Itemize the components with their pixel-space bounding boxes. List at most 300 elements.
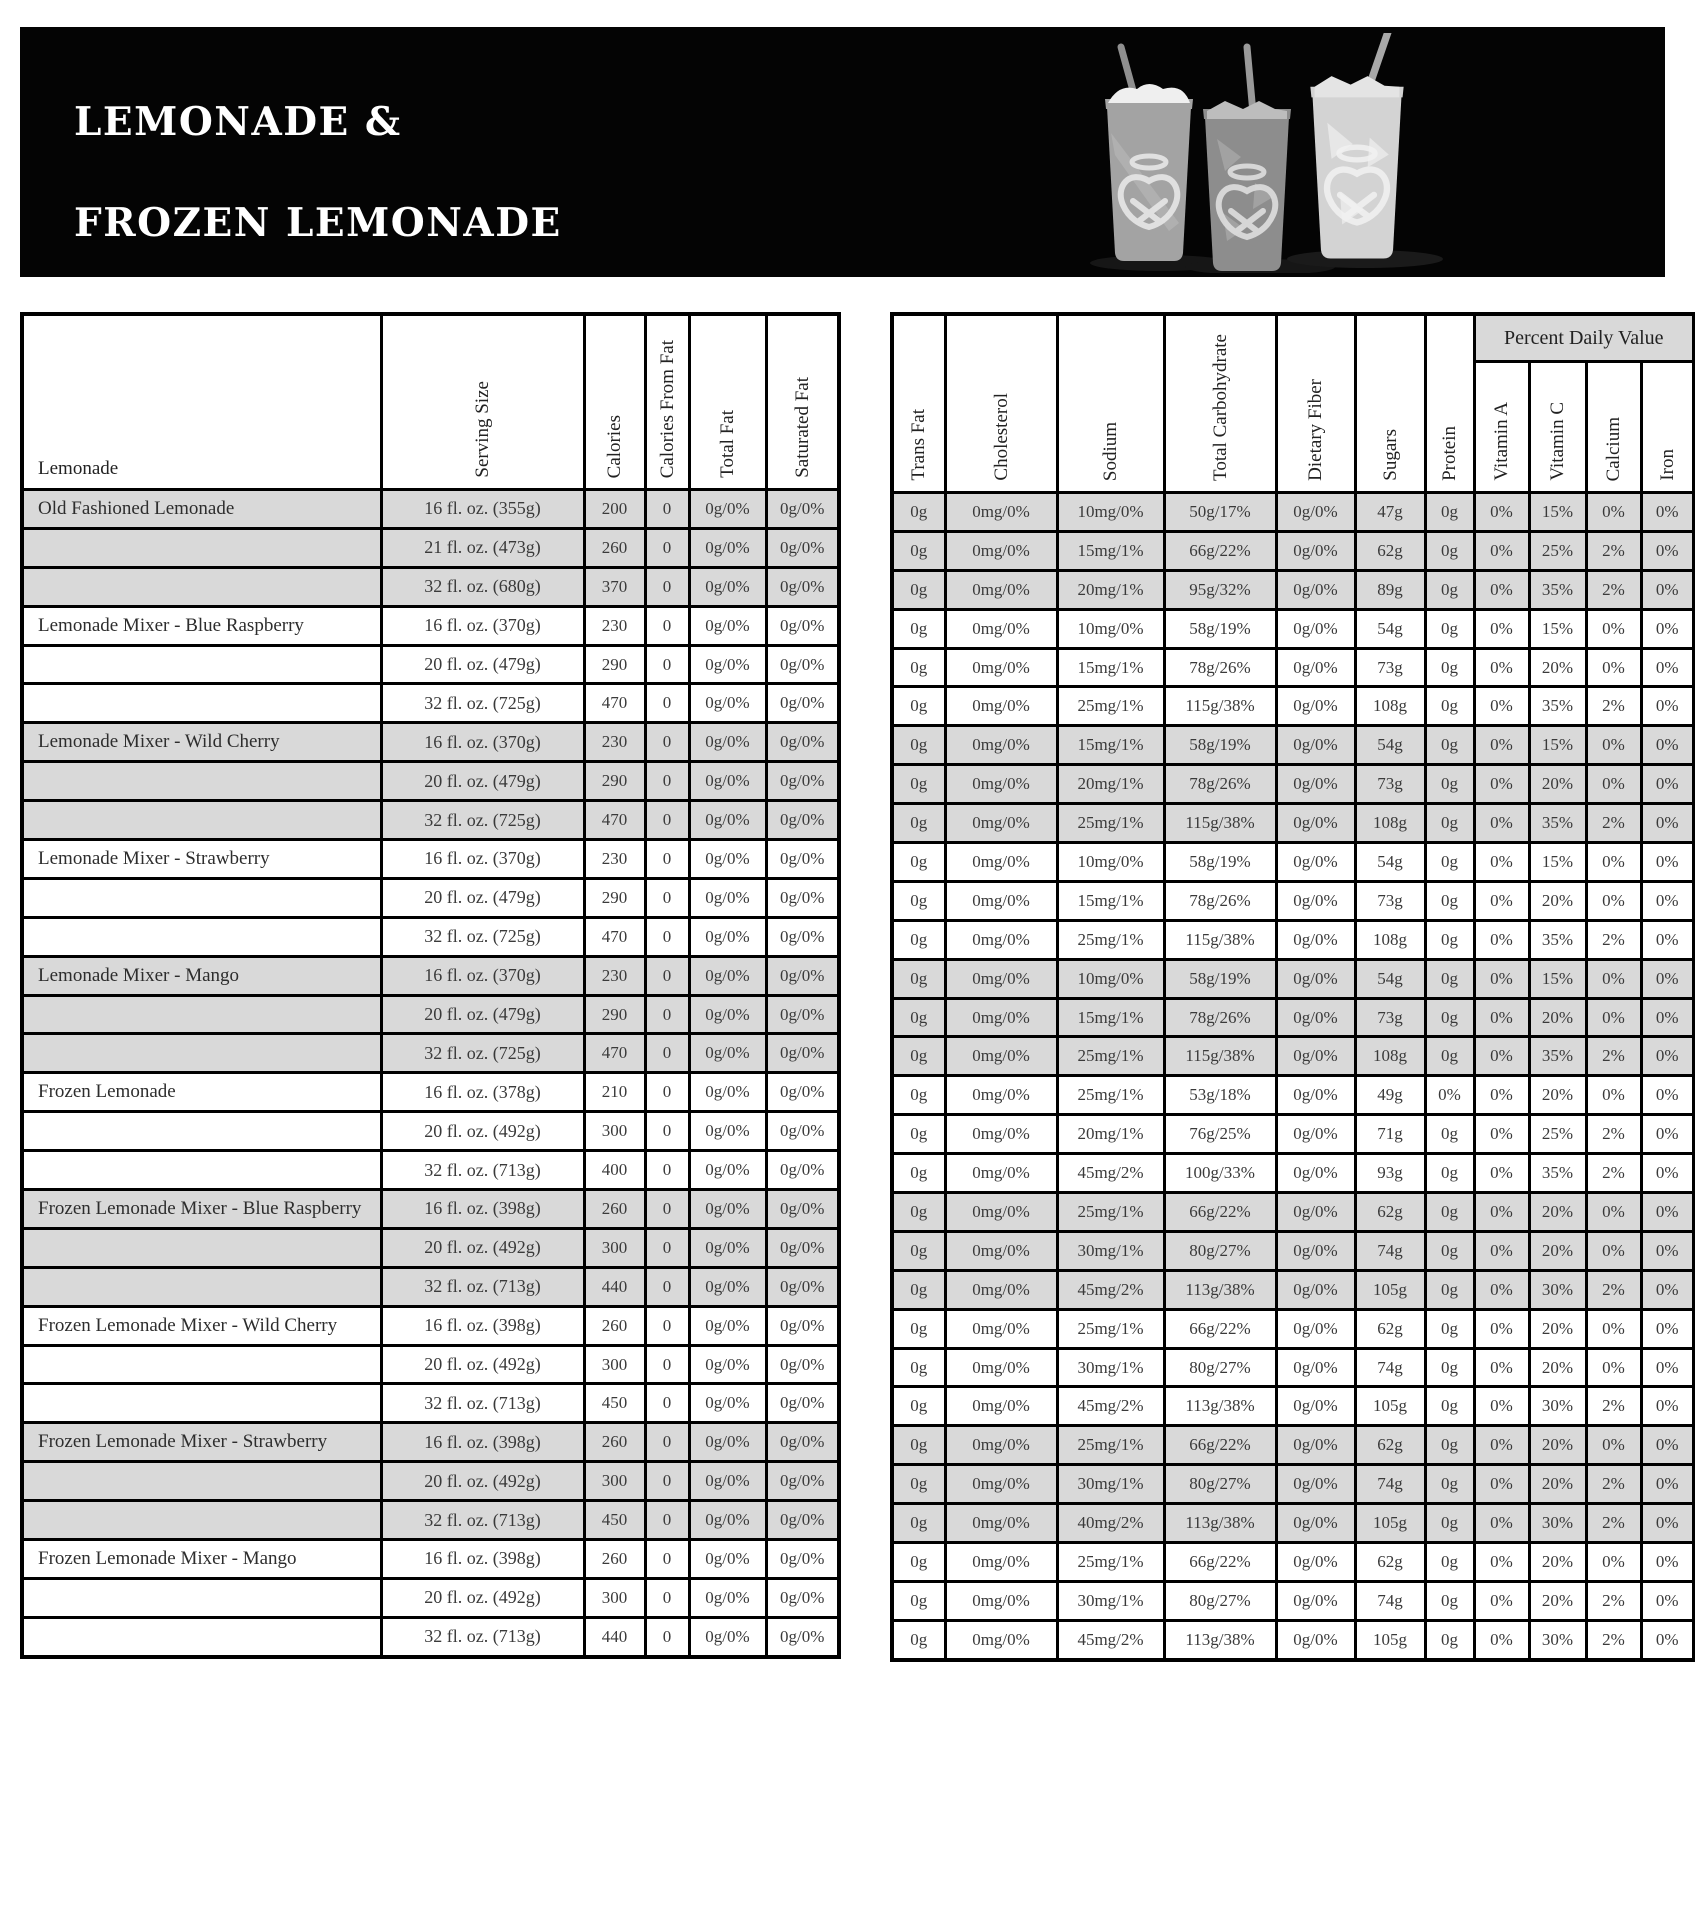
- serving-size-cell: 20 fl. oz. (492g): [381, 1462, 584, 1501]
- saturated-fat-cell: 0g/0%: [766, 1540, 839, 1579]
- page-title-line1: LEMONADE &: [74, 99, 402, 145]
- iron-cell: 0%: [1641, 1154, 1694, 1193]
- vitamin-a-cell: 0%: [1474, 959, 1529, 998]
- vitamin-a-cell: 0%: [1474, 1270, 1529, 1309]
- sugars-cell: 108g: [1355, 920, 1425, 959]
- serving-size-cell: 16 fl. oz. (378g): [381, 1073, 584, 1112]
- calories-cell: 210: [584, 1073, 645, 1112]
- lemonade-nutrition-table-right: [890, 312, 1695, 1662]
- saturated-fat-header: Saturated Fat: [766, 314, 839, 490]
- table-row: [22, 1540, 839, 1579]
- trans-fat-cell: 0g: [892, 959, 945, 998]
- vitamin-a-cell: 0%: [1474, 804, 1529, 843]
- vitamin-a-cell: 0%: [1474, 648, 1529, 687]
- sodium-cell: 15mg/1%: [1057, 648, 1164, 687]
- calories-from-fat-cell: 0: [645, 1228, 689, 1267]
- iron-cell: 0%: [1641, 648, 1694, 687]
- calories-from-fat-header: Calories From Fat: [645, 314, 689, 490]
- calories-from-fat-cell: 0: [645, 1345, 689, 1384]
- calcium-cell: 2%: [1586, 531, 1641, 570]
- calories-from-fat-cell: 0: [645, 1384, 689, 1423]
- total-carbohydrate-cell: 66g/22%: [1164, 531, 1276, 570]
- table-row: [22, 606, 839, 645]
- sodium-cell: 45mg/2%: [1057, 1387, 1164, 1426]
- serving-size-cell: 32 fl. oz. (713g): [381, 1151, 584, 1190]
- product-name-cell: [22, 801, 381, 840]
- serving-size-cell: 20 fl. oz. (492g): [381, 1578, 584, 1617]
- calcium-cell: 2%: [1586, 1504, 1641, 1543]
- total-carbohydrate-cell: 100g/33%: [1164, 1154, 1276, 1193]
- vitamin-a-cell: 0%: [1474, 1543, 1529, 1582]
- sugars-cell: 71g: [1355, 1115, 1425, 1154]
- product-name-cell: Frozen Lemonade Mixer - Blue Raspberry: [22, 1190, 381, 1229]
- left-table-header-row: [22, 314, 839, 490]
- trans-fat-cell: 0g: [892, 1348, 945, 1387]
- total-carbohydrate-cell: 50g/17%: [1164, 493, 1276, 532]
- trans-fat-cell: 0g: [892, 765, 945, 804]
- vitamin-c-cell: 15%: [1529, 726, 1586, 765]
- vitamin-c-cell: 30%: [1529, 1387, 1586, 1426]
- table-row: [22, 723, 839, 762]
- total-carbohydrate-cell: 113g/38%: [1164, 1620, 1276, 1659]
- sodium-cell: 10mg/0%: [1057, 609, 1164, 648]
- cholesterol-cell: 0mg/0%: [945, 493, 1057, 532]
- calories-cell: 300: [584, 1112, 645, 1151]
- total-carbohydrate-cell: 95g/32%: [1164, 570, 1276, 609]
- iron-cell: 0%: [1641, 493, 1694, 532]
- product-name-cell: [22, 1617, 381, 1656]
- calcium-cell: 0%: [1586, 1076, 1641, 1115]
- saturated-fat-cell: 0g/0%: [766, 878, 839, 917]
- iron-cell: 0%: [1641, 1504, 1694, 1543]
- calories-cell: 260: [584, 1306, 645, 1345]
- product-name-cell: [22, 684, 381, 723]
- sodium-header: Sodium: [1057, 314, 1164, 493]
- table-row: [22, 645, 839, 684]
- total-fat-cell: 0g/0%: [689, 1228, 766, 1267]
- saturated-fat-cell: 0g/0%: [766, 1267, 839, 1306]
- product-name-cell: Frozen Lemonade Mixer - Mango: [22, 1540, 381, 1579]
- calories-from-fat-cell: 0: [645, 1306, 689, 1345]
- calcium-cell: 2%: [1586, 570, 1641, 609]
- vitamin-a-cell: 0%: [1474, 1620, 1529, 1659]
- trans-fat-cell: 0g: [892, 1620, 945, 1659]
- product-name-cell: Frozen Lemonade: [22, 1073, 381, 1112]
- sodium-cell: 25mg/1%: [1057, 1076, 1164, 1115]
- vitamin-a-cell: 0%: [1474, 687, 1529, 726]
- cholesterol-cell: 0mg/0%: [945, 1348, 1057, 1387]
- iron-cell: 0%: [1641, 920, 1694, 959]
- vitamin-c-cell: 25%: [1529, 531, 1586, 570]
- calcium-cell: 0%: [1586, 1309, 1641, 1348]
- total-fat-cell: 0g/0%: [689, 1384, 766, 1423]
- iron-cell: 0%: [1641, 1348, 1694, 1387]
- dietary-fiber-cell: 0g/0%: [1276, 570, 1355, 609]
- table-row: [22, 878, 839, 917]
- trans-fat-cell: 0g: [892, 1076, 945, 1115]
- cholesterol-header: Cholesterol: [945, 314, 1057, 493]
- dietary-fiber-cell: 0g/0%: [1276, 493, 1355, 532]
- table-row: [892, 687, 1694, 726]
- sodium-cell: 45mg/2%: [1057, 1270, 1164, 1309]
- sugars-cell: 62g: [1355, 1309, 1425, 1348]
- iron-cell: 0%: [1641, 1076, 1694, 1115]
- product-name-cell: [22, 1151, 381, 1190]
- product-name-cell: Lemonade Mixer - Wild Cherry: [22, 723, 381, 762]
- calories-from-fat-cell: 0: [645, 684, 689, 723]
- vitamin-a-cell: 0%: [1474, 1076, 1529, 1115]
- protein-cell: 0g: [1425, 1543, 1474, 1582]
- category-label: Lemonade: [38, 458, 119, 479]
- product-name-cell: [22, 1228, 381, 1267]
- calories-from-fat-cell: 0: [645, 840, 689, 879]
- saturated-fat-cell: 0g/0%: [766, 762, 839, 801]
- sugars-header: Sugars: [1355, 314, 1425, 493]
- vitamin-c-header: Vitamin C: [1529, 362, 1586, 493]
- iron-cell: 0%: [1641, 1620, 1694, 1659]
- vitamin-c-cell: 20%: [1529, 648, 1586, 687]
- serving-size-cell: 16 fl. oz. (370g): [381, 723, 584, 762]
- dietary-fiber-cell: 0g/0%: [1276, 1115, 1355, 1154]
- iron-cell: 0%: [1641, 1581, 1694, 1620]
- trans-fat-cell: 0g: [892, 881, 945, 920]
- total-fat-cell: 0g/0%: [689, 878, 766, 917]
- total-carbohydrate-cell: 76g/25%: [1164, 1115, 1276, 1154]
- protein-cell: 0g: [1425, 1270, 1474, 1309]
- calories-from-fat-cell: 0: [645, 1034, 689, 1073]
- table-row: [22, 1501, 839, 1540]
- product-name-cell: Frozen Lemonade Mixer - Strawberry: [22, 1423, 381, 1462]
- total-fat-cell: 0g/0%: [689, 723, 766, 762]
- cholesterol-cell: 0mg/0%: [945, 1426, 1057, 1465]
- sodium-cell: 15mg/1%: [1057, 998, 1164, 1037]
- left-table-body: [22, 490, 839, 1657]
- calories-from-fat-cell: 0: [645, 645, 689, 684]
- total-fat-cell: 0g/0%: [689, 995, 766, 1034]
- sodium-cell: 15mg/1%: [1057, 531, 1164, 570]
- protein-cell: 0g: [1425, 1309, 1474, 1348]
- trans-fat-cell: 0g: [892, 804, 945, 843]
- total-carbohydrate-cell: 58g/19%: [1164, 843, 1276, 882]
- sugars-cell: 62g: [1355, 1543, 1425, 1582]
- total-fat-cell: 0g/0%: [689, 645, 766, 684]
- vitamin-c-cell: 15%: [1529, 843, 1586, 882]
- cholesterol-cell: 0mg/0%: [945, 1154, 1057, 1193]
- table-row: [892, 648, 1694, 687]
- page-title-line2: FROZEN LEMONADE: [74, 200, 562, 247]
- calories-from-fat-cell: 0: [645, 1540, 689, 1579]
- saturated-fat-cell: 0g/0%: [766, 567, 839, 606]
- calories-cell: 470: [584, 917, 645, 956]
- calories-from-fat-cell: 0: [645, 1423, 689, 1462]
- protein-cell: 0g: [1425, 998, 1474, 1037]
- calcium-cell: 0%: [1586, 493, 1641, 532]
- dietary-fiber-cell: 0g/0%: [1276, 1193, 1355, 1232]
- percent-daily-value-header: Percent Daily Value: [1474, 314, 1694, 362]
- trans-fat-cell: 0g: [892, 570, 945, 609]
- protein-cell: 0g: [1425, 687, 1474, 726]
- total-fat-cell: 0g/0%: [689, 1034, 766, 1073]
- table-row: [22, 528, 839, 567]
- calories-cell: 450: [584, 1384, 645, 1423]
- table-row: [892, 609, 1694, 648]
- calories-cell: 230: [584, 956, 645, 995]
- trans-fat-cell: 0g: [892, 1465, 945, 1504]
- calories-cell: 440: [584, 1617, 645, 1656]
- cholesterol-cell: 0mg/0%: [945, 1620, 1057, 1659]
- total-carbohydrate-cell: 115g/38%: [1164, 920, 1276, 959]
- total-fat-cell: 0g/0%: [689, 917, 766, 956]
- product-name-cell: Lemonade Mixer - Mango: [22, 956, 381, 995]
- serving-size-cell: 20 fl. oz. (492g): [381, 1345, 584, 1384]
- iron-cell: 0%: [1641, 1543, 1694, 1582]
- table-row: [892, 1193, 1694, 1232]
- table-row: [22, 801, 839, 840]
- total-fat-cell: 0g/0%: [689, 490, 766, 529]
- product-name-cell: [22, 567, 381, 606]
- vitamin-a-cell: 0%: [1474, 765, 1529, 804]
- dietary-fiber-cell: 0g/0%: [1276, 1270, 1355, 1309]
- table-row: [892, 1348, 1694, 1387]
- sodium-cell: 20mg/1%: [1057, 765, 1164, 804]
- iron-cell: 0%: [1641, 843, 1694, 882]
- dietary-fiber-header: Dietary Fiber: [1276, 314, 1355, 493]
- iron-cell: 0%: [1641, 998, 1694, 1037]
- vitamin-a-header: Vitamin A: [1474, 362, 1529, 493]
- product-name-cell: [22, 1501, 381, 1540]
- trans-fat-cell: 0g: [892, 920, 945, 959]
- product-name-cell: [22, 1345, 381, 1384]
- total-carbohydrate-cell: 78g/26%: [1164, 881, 1276, 920]
- calories-cell: 230: [584, 840, 645, 879]
- sodium-cell: 45mg/2%: [1057, 1620, 1164, 1659]
- dietary-fiber-cell: 0g/0%: [1276, 648, 1355, 687]
- total-carbohydrate-cell: 53g/18%: [1164, 1076, 1276, 1115]
- calories-from-fat-cell: 0: [645, 1073, 689, 1112]
- iron-cell: 0%: [1641, 1037, 1694, 1076]
- vitamin-c-cell: 35%: [1529, 804, 1586, 843]
- protein-cell: 0g: [1425, 765, 1474, 804]
- vitamin-c-cell: 20%: [1529, 998, 1586, 1037]
- saturated-fat-cell: 0g/0%: [766, 1345, 839, 1384]
- sodium-cell: 25mg/1%: [1057, 1037, 1164, 1076]
- vitamin-a-cell: 0%: [1474, 1426, 1529, 1465]
- vitamin-a-cell: 0%: [1474, 1348, 1529, 1387]
- serving-size-cell: 32 fl. oz. (713g): [381, 1267, 584, 1306]
- table-row: [22, 1423, 839, 1462]
- trans-fat-cell: 0g: [892, 998, 945, 1037]
- sodium-cell: 25mg/1%: [1057, 1426, 1164, 1465]
- table-row: [22, 684, 839, 723]
- calories-from-fat-cell: 0: [645, 1501, 689, 1540]
- table-row: [892, 570, 1694, 609]
- table-row: [22, 1578, 839, 1617]
- vitamin-a-cell: 0%: [1474, 998, 1529, 1037]
- table-row: [22, 1228, 839, 1267]
- table-row: [892, 1270, 1694, 1309]
- cholesterol-cell: 0mg/0%: [945, 959, 1057, 998]
- calcium-cell: 2%: [1586, 920, 1641, 959]
- iron-cell: 0%: [1641, 1387, 1694, 1426]
- serving-size-cell: 16 fl. oz. (370g): [381, 956, 584, 995]
- product-name-cell: Lemonade Mixer - Strawberry: [22, 840, 381, 879]
- vitamin-a-cell: 0%: [1474, 570, 1529, 609]
- protein-cell: 0g: [1425, 1037, 1474, 1076]
- sodium-cell: 10mg/0%: [1057, 843, 1164, 882]
- sugars-cell: 105g: [1355, 1387, 1425, 1426]
- iron-cell: 0%: [1641, 1193, 1694, 1232]
- vitamin-c-cell: 20%: [1529, 765, 1586, 804]
- calories-cell: 260: [584, 528, 645, 567]
- dietary-fiber-cell: 0g/0%: [1276, 1620, 1355, 1659]
- protein-cell: 0g: [1425, 1620, 1474, 1659]
- iron-cell: 0%: [1641, 804, 1694, 843]
- table-row: [22, 1151, 839, 1190]
- cholesterol-cell: 0mg/0%: [945, 1193, 1057, 1232]
- total-carbohydrate-cell: 80g/27%: [1164, 1581, 1276, 1620]
- calcium-cell: 2%: [1586, 804, 1641, 843]
- calories-cell: 290: [584, 878, 645, 917]
- product-name-cell: [22, 762, 381, 801]
- cholesterol-cell: 0mg/0%: [945, 648, 1057, 687]
- protein-cell: 0g: [1425, 1426, 1474, 1465]
- calcium-cell: 0%: [1586, 1348, 1641, 1387]
- sodium-cell: 30mg/1%: [1057, 1581, 1164, 1620]
- cholesterol-cell: 0mg/0%: [945, 609, 1057, 648]
- table-row: [22, 762, 839, 801]
- vitamin-a-cell: 0%: [1474, 493, 1529, 532]
- calcium-cell: 2%: [1586, 1037, 1641, 1076]
- sugars-cell: 74g: [1355, 1465, 1425, 1504]
- calcium-cell: 0%: [1586, 1231, 1641, 1270]
- calories-from-fat-cell: 0: [645, 1267, 689, 1306]
- protein-cell: 0g: [1425, 1154, 1474, 1193]
- total-carbohydrate-cell: 66g/22%: [1164, 1426, 1276, 1465]
- serving-size-cell: 32 fl. oz. (725g): [381, 917, 584, 956]
- serving-size-cell: 20 fl. oz. (479g): [381, 995, 584, 1034]
- table-row: [22, 1034, 839, 1073]
- protein-cell: 0g: [1425, 920, 1474, 959]
- calories-cell: 260: [584, 1540, 645, 1579]
- vitamin-a-cell: 0%: [1474, 531, 1529, 570]
- calories-cell: 470: [584, 1034, 645, 1073]
- calories-from-fat-cell: 0: [645, 1112, 689, 1151]
- iron-cell: 0%: [1641, 1115, 1694, 1154]
- protein-cell: 0g: [1425, 726, 1474, 765]
- total-fat-cell: 0g/0%: [689, 567, 766, 606]
- iron-cell: 0%: [1641, 1465, 1694, 1504]
- table-row: [22, 917, 839, 956]
- product-name-cell: [22, 1267, 381, 1306]
- calories-cell: 300: [584, 1462, 645, 1501]
- total-fat-cell: 0g/0%: [689, 1190, 766, 1229]
- total-fat-cell: 0g/0%: [689, 1540, 766, 1579]
- calcium-cell: 2%: [1586, 1115, 1641, 1154]
- total-fat-cell: 0g/0%: [689, 1151, 766, 1190]
- calories-cell: 290: [584, 995, 645, 1034]
- calories-cell: 300: [584, 1228, 645, 1267]
- dietary-fiber-cell: 0g/0%: [1276, 1348, 1355, 1387]
- iron-cell: 0%: [1641, 1231, 1694, 1270]
- sodium-cell: 15mg/1%: [1057, 726, 1164, 765]
- total-carbohydrate-cell: 58g/19%: [1164, 959, 1276, 998]
- total-fat-cell: 0g/0%: [689, 1073, 766, 1112]
- trans-fat-cell: 0g: [892, 1231, 945, 1270]
- trans-fat-cell: 0g: [892, 648, 945, 687]
- cholesterol-cell: 0mg/0%: [945, 1076, 1057, 1115]
- trans-fat-cell: 0g: [892, 843, 945, 882]
- trans-fat-cell: 0g: [892, 493, 945, 532]
- vitamin-c-cell: 30%: [1529, 1620, 1586, 1659]
- dietary-fiber-cell: 0g/0%: [1276, 1387, 1355, 1426]
- saturated-fat-cell: 0g/0%: [766, 1306, 839, 1345]
- table-row: [22, 1617, 839, 1656]
- calcium-cell: 0%: [1586, 609, 1641, 648]
- vitamin-a-cell: 0%: [1474, 1231, 1529, 1270]
- sugars-cell: 54g: [1355, 959, 1425, 998]
- iron-cell: 0%: [1641, 609, 1694, 648]
- dietary-fiber-cell: 0g/0%: [1276, 1037, 1355, 1076]
- saturated-fat-cell: 0g/0%: [766, 723, 839, 762]
- calories-from-fat-cell: 0: [645, 567, 689, 606]
- total-fat-cell: 0g/0%: [689, 840, 766, 879]
- vitamin-c-cell: 35%: [1529, 687, 1586, 726]
- saturated-fat-cell: 0g/0%: [766, 1073, 839, 1112]
- total-fat-cell: 0g/0%: [689, 1617, 766, 1656]
- table-row: [22, 490, 839, 529]
- iron-cell: 0%: [1641, 570, 1694, 609]
- trans-fat-cell: 0g: [892, 1426, 945, 1465]
- calories-cell: 300: [584, 1578, 645, 1617]
- product-name-cell: [22, 878, 381, 917]
- total-fat-cell: 0g/0%: [689, 1267, 766, 1306]
- calories-from-fat-cell: 0: [645, 762, 689, 801]
- total-fat-cell: 0g/0%: [689, 606, 766, 645]
- table-row: [892, 493, 1694, 532]
- vitamin-a-cell: 0%: [1474, 1387, 1529, 1426]
- calories-cell: 470: [584, 684, 645, 723]
- serving-size-cell: 16 fl. oz. (355g): [381, 490, 584, 529]
- vitamin-a-cell: 0%: [1474, 609, 1529, 648]
- total-fat-cell: 0g/0%: [689, 762, 766, 801]
- table-row: [892, 726, 1694, 765]
- table-row: [22, 1190, 839, 1229]
- dietary-fiber-cell: 0g/0%: [1276, 765, 1355, 804]
- sugars-cell: 89g: [1355, 570, 1425, 609]
- calories-cell: 400: [584, 1151, 645, 1190]
- product-name-cell: [22, 528, 381, 567]
- calcium-cell: 0%: [1586, 1426, 1641, 1465]
- saturated-fat-cell: 0g/0%: [766, 1617, 839, 1656]
- calcium-cell: 0%: [1586, 726, 1641, 765]
- sodium-cell: 25mg/1%: [1057, 804, 1164, 843]
- calories-from-fat-cell: 0: [645, 1578, 689, 1617]
- total-carbohydrate-cell: 115g/38%: [1164, 804, 1276, 843]
- protein-cell: 0g: [1425, 609, 1474, 648]
- trans-fat-cell: 0g: [892, 531, 945, 570]
- saturated-fat-cell: 0g/0%: [766, 917, 839, 956]
- calories-cell: 470: [584, 801, 645, 840]
- protein-cell: 0g: [1425, 804, 1474, 843]
- vitamin-c-cell: 20%: [1529, 1231, 1586, 1270]
- total-carbohydrate-cell: 113g/38%: [1164, 1387, 1276, 1426]
- vitamin-a-cell: 0%: [1474, 1309, 1529, 1348]
- serving-size-cell: 16 fl. oz. (398g): [381, 1190, 584, 1229]
- total-fat-cell: 0g/0%: [689, 1578, 766, 1617]
- sugars-cell: 108g: [1355, 687, 1425, 726]
- lemonade-cups-image: [1065, 33, 1445, 273]
- calories-from-fat-cell: 0: [645, 723, 689, 762]
